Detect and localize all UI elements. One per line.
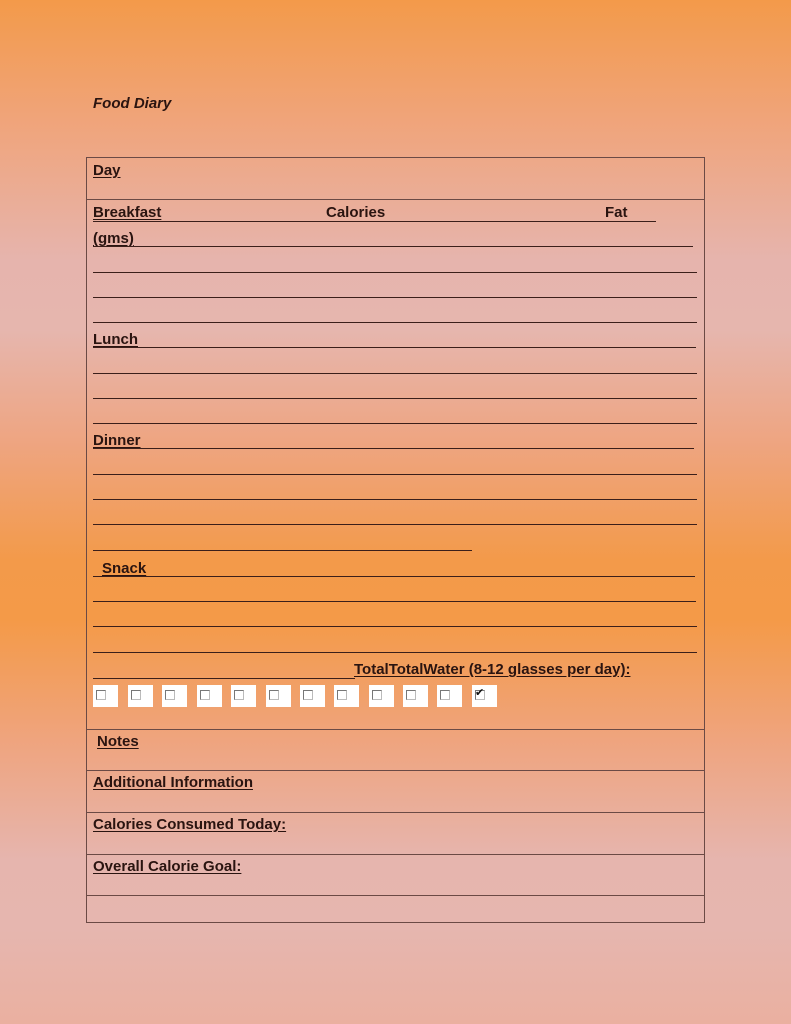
checkbox-icon (406, 690, 416, 700)
dinner-line[interactable] (93, 524, 697, 525)
checkbox-icon (440, 690, 450, 700)
fat-unit-label: (gms) (93, 230, 134, 247)
breakfast-line[interactable] (93, 246, 693, 247)
day-row[interactable] (87, 158, 704, 200)
lunch-line[interactable] (93, 423, 697, 424)
calories-label: Calories (326, 204, 386, 221)
dinner-line[interactable] (93, 499, 697, 500)
notes-row[interactable] (87, 729, 704, 771)
checkbox-icon (234, 690, 244, 700)
water-label: TotalTotalWater (8-12 glasses per day): (354, 661, 631, 678)
dinner-label: Dinner (93, 432, 141, 449)
calories-consumed-row[interactable] (87, 812, 704, 855)
water-glass-checkbox-10[interactable] (403, 685, 428, 707)
dinner-entry-line[interactable] (93, 448, 694, 449)
notes-label: Notes (97, 733, 139, 750)
water-glass-checkbox-1[interactable] (93, 685, 118, 707)
additional-info-label: Additional Information (93, 774, 253, 791)
breakfast-line[interactable] (93, 322, 697, 323)
checkbox-icon (337, 690, 347, 700)
water-glass-checkbox-8[interactable] (334, 685, 359, 707)
snack-line[interactable] (93, 626, 697, 627)
snack-line[interactable] (93, 601, 696, 602)
food-diary-form (86, 157, 705, 923)
lunch-line[interactable] (93, 398, 697, 399)
fat-label: Fat (605, 204, 628, 221)
meals-section (87, 199, 704, 730)
calorie-goal-row[interactable] (87, 854, 704, 896)
dinner-line[interactable] (93, 474, 697, 475)
water-glass-checkbox-9[interactable] (369, 685, 394, 707)
day-label: Day (93, 162, 121, 179)
water-glass-checkbox-7[interactable] (300, 685, 325, 707)
water-glass-checkbox-3[interactable] (162, 685, 187, 707)
water-glass-checkbox-12[interactable] (472, 685, 497, 707)
checkbox-icon (269, 690, 279, 700)
breakfast-line[interactable] (93, 297, 697, 298)
water-glass-checkbox-2[interactable] (128, 685, 153, 707)
checkbox-icon (131, 690, 141, 700)
additional-info-row[interactable] (87, 770, 704, 813)
breakfast-entry-line[interactable] (93, 221, 656, 222)
water-glass-checkbox-11[interactable] (437, 685, 462, 707)
calories-consumed-label: Calories Consumed Today: (93, 816, 287, 833)
snack-line[interactable] (93, 652, 697, 653)
checkbox-icon (303, 690, 313, 700)
checkmark-icon: ✔ (475, 687, 485, 699)
breakfast-label: Breakfast (93, 204, 162, 221)
checkbox-icon (96, 690, 106, 700)
snack-entry-line[interactable] (93, 576, 695, 577)
calorie-goal-label: Overall Calorie Goal: (93, 858, 242, 875)
dinner-short-line[interactable] (93, 550, 472, 551)
document-title: Food Diary (93, 95, 172, 112)
water-glass-checkbox-5[interactable] (231, 685, 256, 707)
checkbox-icon (200, 690, 210, 700)
water-glass-checkbox-4[interactable] (197, 685, 222, 707)
lunch-line[interactable] (93, 373, 697, 374)
water-glass-checkbox-6[interactable] (266, 685, 291, 707)
checkbox-icon (372, 690, 382, 700)
empty-row[interactable] (87, 895, 704, 923)
lunch-label: Lunch (93, 331, 138, 348)
checkbox-icon (165, 690, 175, 700)
breakfast-line[interactable] (93, 272, 697, 273)
lunch-entry-line[interactable] (93, 347, 696, 348)
water-line[interactable] (93, 678, 355, 679)
snack-label: Snack (102, 560, 147, 577)
